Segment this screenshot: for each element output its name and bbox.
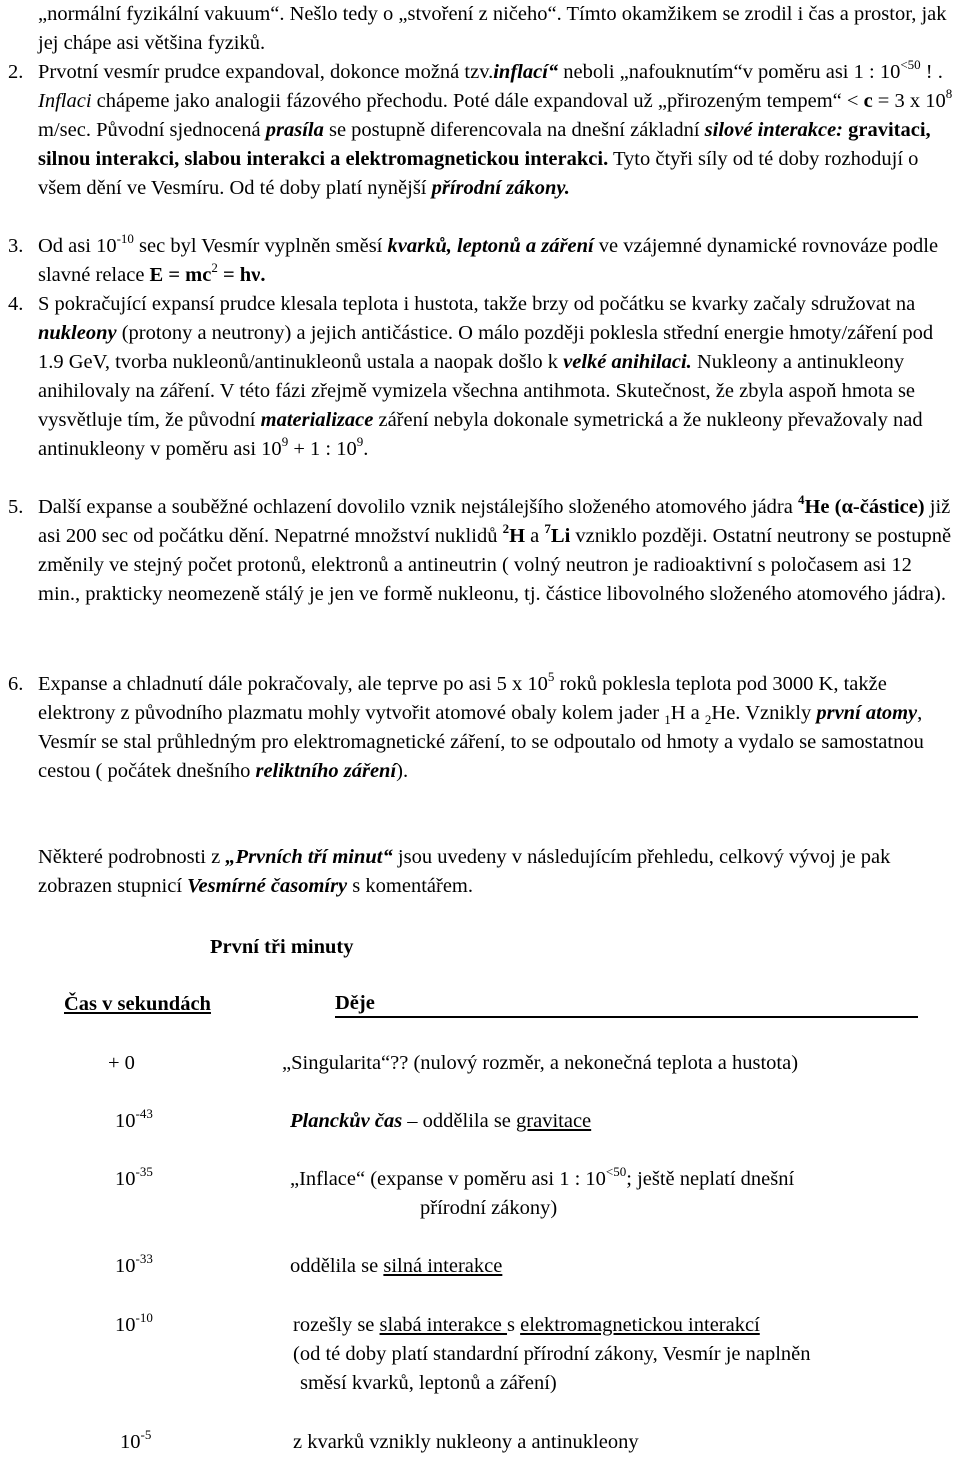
text-run: = 3 x 10 [872,90,946,112]
text-run: (protony a neutrony) a jejich antičástice. O málo později poklesla střední energie hmoty/záření pod 1.9 GeV, tvorba nukleonů/antinukleonů ustala a naopak došlo k [38,322,934,373]
outro-paragraph [38,843,938,901]
time-base: 10 [115,1314,136,1336]
list-item-5 [0,493,958,609]
text-run: Expanse a chladnutí dále pokračovaly, ale teprve po asi 5 x 10 [38,673,548,695]
timeline-time [115,1252,153,1281]
list-item-4 [0,290,958,464]
intro-text: „normální fyzikální vakuum“. Nešlo tedy o „stvoření z ničeho“. Tímto okamžikem se zrodil i čas a prostor, jak jej chápe asi většina fyziků. [38,3,947,54]
timeline-event [290,1252,502,1281]
text-run: – oddělila se [402,1110,517,1132]
superscript: -10 [116,231,134,247]
text-run: záření nebyla dokonale symetrická a že nukleony převažovaly nad antinukleony v poměru asi 10 [38,409,923,460]
term-reliktniho-zareni: reliktního záření [255,760,397,782]
text-run: s [507,1314,521,1336]
time-exponent: -35 [135,1164,153,1180]
text-run: se postupně diferencovala na dnešní základní [323,119,705,141]
timeline-time [115,1165,153,1194]
text-run: Nukleony a antinukleony anihilovaly na záření. V této fázi zřejmě vymizela všechna antihmota. Skutečnost, že zbyla aspoň hmota se vysvětluje tím, že původní [38,351,916,431]
term-planckuv-cas: Planckův čas [290,1110,403,1132]
text-run: s komentářem. [347,875,473,897]
list-item-3 [0,232,958,290]
text-run: + 1 : 10 [288,438,357,460]
term-elektromagneticka-interakce: elektromagnetickou interakcí [520,1314,760,1336]
term-kvarku-leptonu: kvarků, leptonů a záření [387,235,594,257]
superscript: 4 [797,492,805,508]
text-run: m/sec. Původní sjednocená [38,119,266,141]
text-run: Prvotní vesmír prudce expandoval, dokonce možná tzv. [38,61,494,83]
superscript: 7 [544,521,551,537]
item-number: 3. [8,235,24,257]
superscript: 9 [356,434,364,450]
timeline-event-note: (od té doby platí standardní přírodní zákony, Vesmír je naplněn [293,1343,811,1365]
time-base: 10 [115,1255,136,1277]
superscript: 2 [211,260,218,276]
text-run: ). [396,760,409,782]
term-prvnich-tri-minut: „Prvních tří minut“ [225,846,393,868]
list-item-2 [0,58,958,203]
time-exponent: -10 [135,1310,153,1326]
equation: = hν. [217,264,266,286]
text-run: He. Vznikly [711,702,817,724]
symbol-c: c [863,90,873,112]
text-run: Tyto čtyři síly od té doby rozhodují o všem dění ve Vesmíru. Od té doby platí nynější [38,148,919,199]
text-run: ve vzájemné dynamické rovnováze podle slavné relace [38,235,939,286]
timeline-event-note: směsí kvarků, leptonů a záření) [300,1372,557,1394]
superscript: <50 [605,1164,627,1180]
bold-run: gravitaci, silnou interakci, slabou interakci a elektromagnetickou interakci. [38,119,931,170]
timeline-time [115,1107,153,1136]
term-velke-anihilaci: velké anihilaci. [563,351,692,373]
superscript: 2 [502,521,510,537]
item-body [38,493,958,609]
item-body [38,670,958,786]
text-run: roků poklesla teplota pod 3000 K, takže elektrony z původního plazmatu mohly vytvořit atomové obaly kolem jader [38,673,887,724]
timeline-event [290,1165,794,1194]
timeline-event-continued: přírodní zákony) [420,1197,558,1219]
time-base: 10 [115,1110,136,1132]
column-header-time: Čas v sekundách [64,993,211,1015]
column-header-events-label: Děje [335,992,375,1014]
superscript: 8 [945,86,953,102]
item-number: 6. [8,673,24,695]
text-run: neboli „nafouknutím“v poměru asi 1 : 10 [558,61,901,83]
text-run: sec byl Vesmír vyplněn směsí [133,235,388,257]
text-run: H a [670,702,705,724]
text-run: chápeme jako analogii fázového přechodu. Poté dále expandoval už „přirozeným tempem“ < [91,90,864,112]
intro-paragraph [38,0,958,58]
term-alfa-castice: He (α-částice) [804,496,925,518]
term-slaba-interakce: slabá interakce [379,1314,508,1336]
superscript: <50 [900,57,921,73]
term-prvni-atomy: první atomy [816,702,918,724]
timeline-event: „Singularita“?? (nulový rozměr, a nekonečná teplota a hustota) [282,1052,799,1074]
text-run: již asi 200 sec od počátku dění. Nepatrné množství nuklidů [38,496,951,547]
equation: E = mc [149,264,212,286]
nuclide-h: H [509,525,526,547]
text-run: oddělila se [290,1255,384,1277]
text-run: . [363,438,369,460]
item-number: 5. [8,496,24,518]
text-run: , Vesmír se stal průhledným pro elektromagnetické záření, to se odpoutalo od hmoty a vydalo se samostatnou cestou ( počátek dnešního [38,702,924,782]
text-run: Některé podrobnosti z [38,846,226,868]
text-run: a [525,525,545,547]
time-exponent: -5 [140,1427,152,1443]
item-number: 2. [8,61,24,83]
time-exponent: -33 [135,1251,153,1267]
text-run: „Inflace“ (expanse v poměru asi 1 : 10 [290,1168,606,1190]
timeline-title: První tři minuty [210,936,354,958]
superscript: 5 [547,669,555,685]
text-run: Další expanse a souběžné ochlazení dovolilo vznik nejstálejšího složeného atomového jádra [38,496,798,518]
column-header-events [335,990,918,1018]
timeline-time [115,1311,153,1340]
term-gravitace: gravitace [516,1110,592,1132]
timeline-event [293,1311,760,1340]
time-exponent: -43 [135,1106,153,1122]
term-silove-interakce: silové interakce: [704,119,844,141]
term-materializace: materializace [260,409,374,431]
term-prasila: prasíla [265,119,324,141]
time-base: 10 [120,1431,141,1453]
text-run: jsou uvedeny v následujícím přehledu, celkový vývoj je pak zobrazen stupnicí [38,846,891,897]
text-run: S pokračující expansí prudce klesala teplota i hustota, takže brzy od počátku se kvarky začaly sdružovat na [38,293,916,315]
term-prirodni-zakony: přírodní zákony. [431,177,570,199]
timeline-event: z kvarků vznikly nukleony a antinukleony [293,1431,639,1453]
term-silna-interakce: silná interakce [383,1255,503,1277]
timeline-time [120,1428,151,1457]
superscript: 9 [281,434,289,450]
timeline-event [290,1107,591,1136]
timeline-time: + 0 [108,1052,135,1074]
item-body [38,58,958,203]
text-run: Od asi 10 [38,235,117,257]
subscript: 2 [704,712,712,728]
time-base: 10 [115,1168,136,1190]
nuclide-li: Li [550,525,571,547]
subscript: 1 [664,712,671,728]
term-vesmirne-casomiry: Vesmírné časomíry [187,875,348,897]
text-run: ; ještě neplatí dnešní [626,1168,795,1190]
item-number: 4. [8,293,24,315]
item-body [38,232,958,290]
list-item-6 [0,670,958,786]
text-run: rozešly se [293,1314,380,1336]
text-run: ! . [920,61,943,83]
term-nukleony: nukleony [38,322,117,344]
item-body [38,290,958,464]
text-run: vzniklo později. Ostatní neutrony se postupně změnily ve stejný počet protonů, elektronů a antineutrin ( volný neutron je radioaktivní s poločasem asi 12 min., prakticky neomezeně stálý je jen ve formě nukleonu, tj. částice libovolného složeného atomového jádra). [38,525,952,605]
term-inflaci-italic: Inflaci [38,90,92,112]
term-inflaci: inflací“ [493,61,559,83]
